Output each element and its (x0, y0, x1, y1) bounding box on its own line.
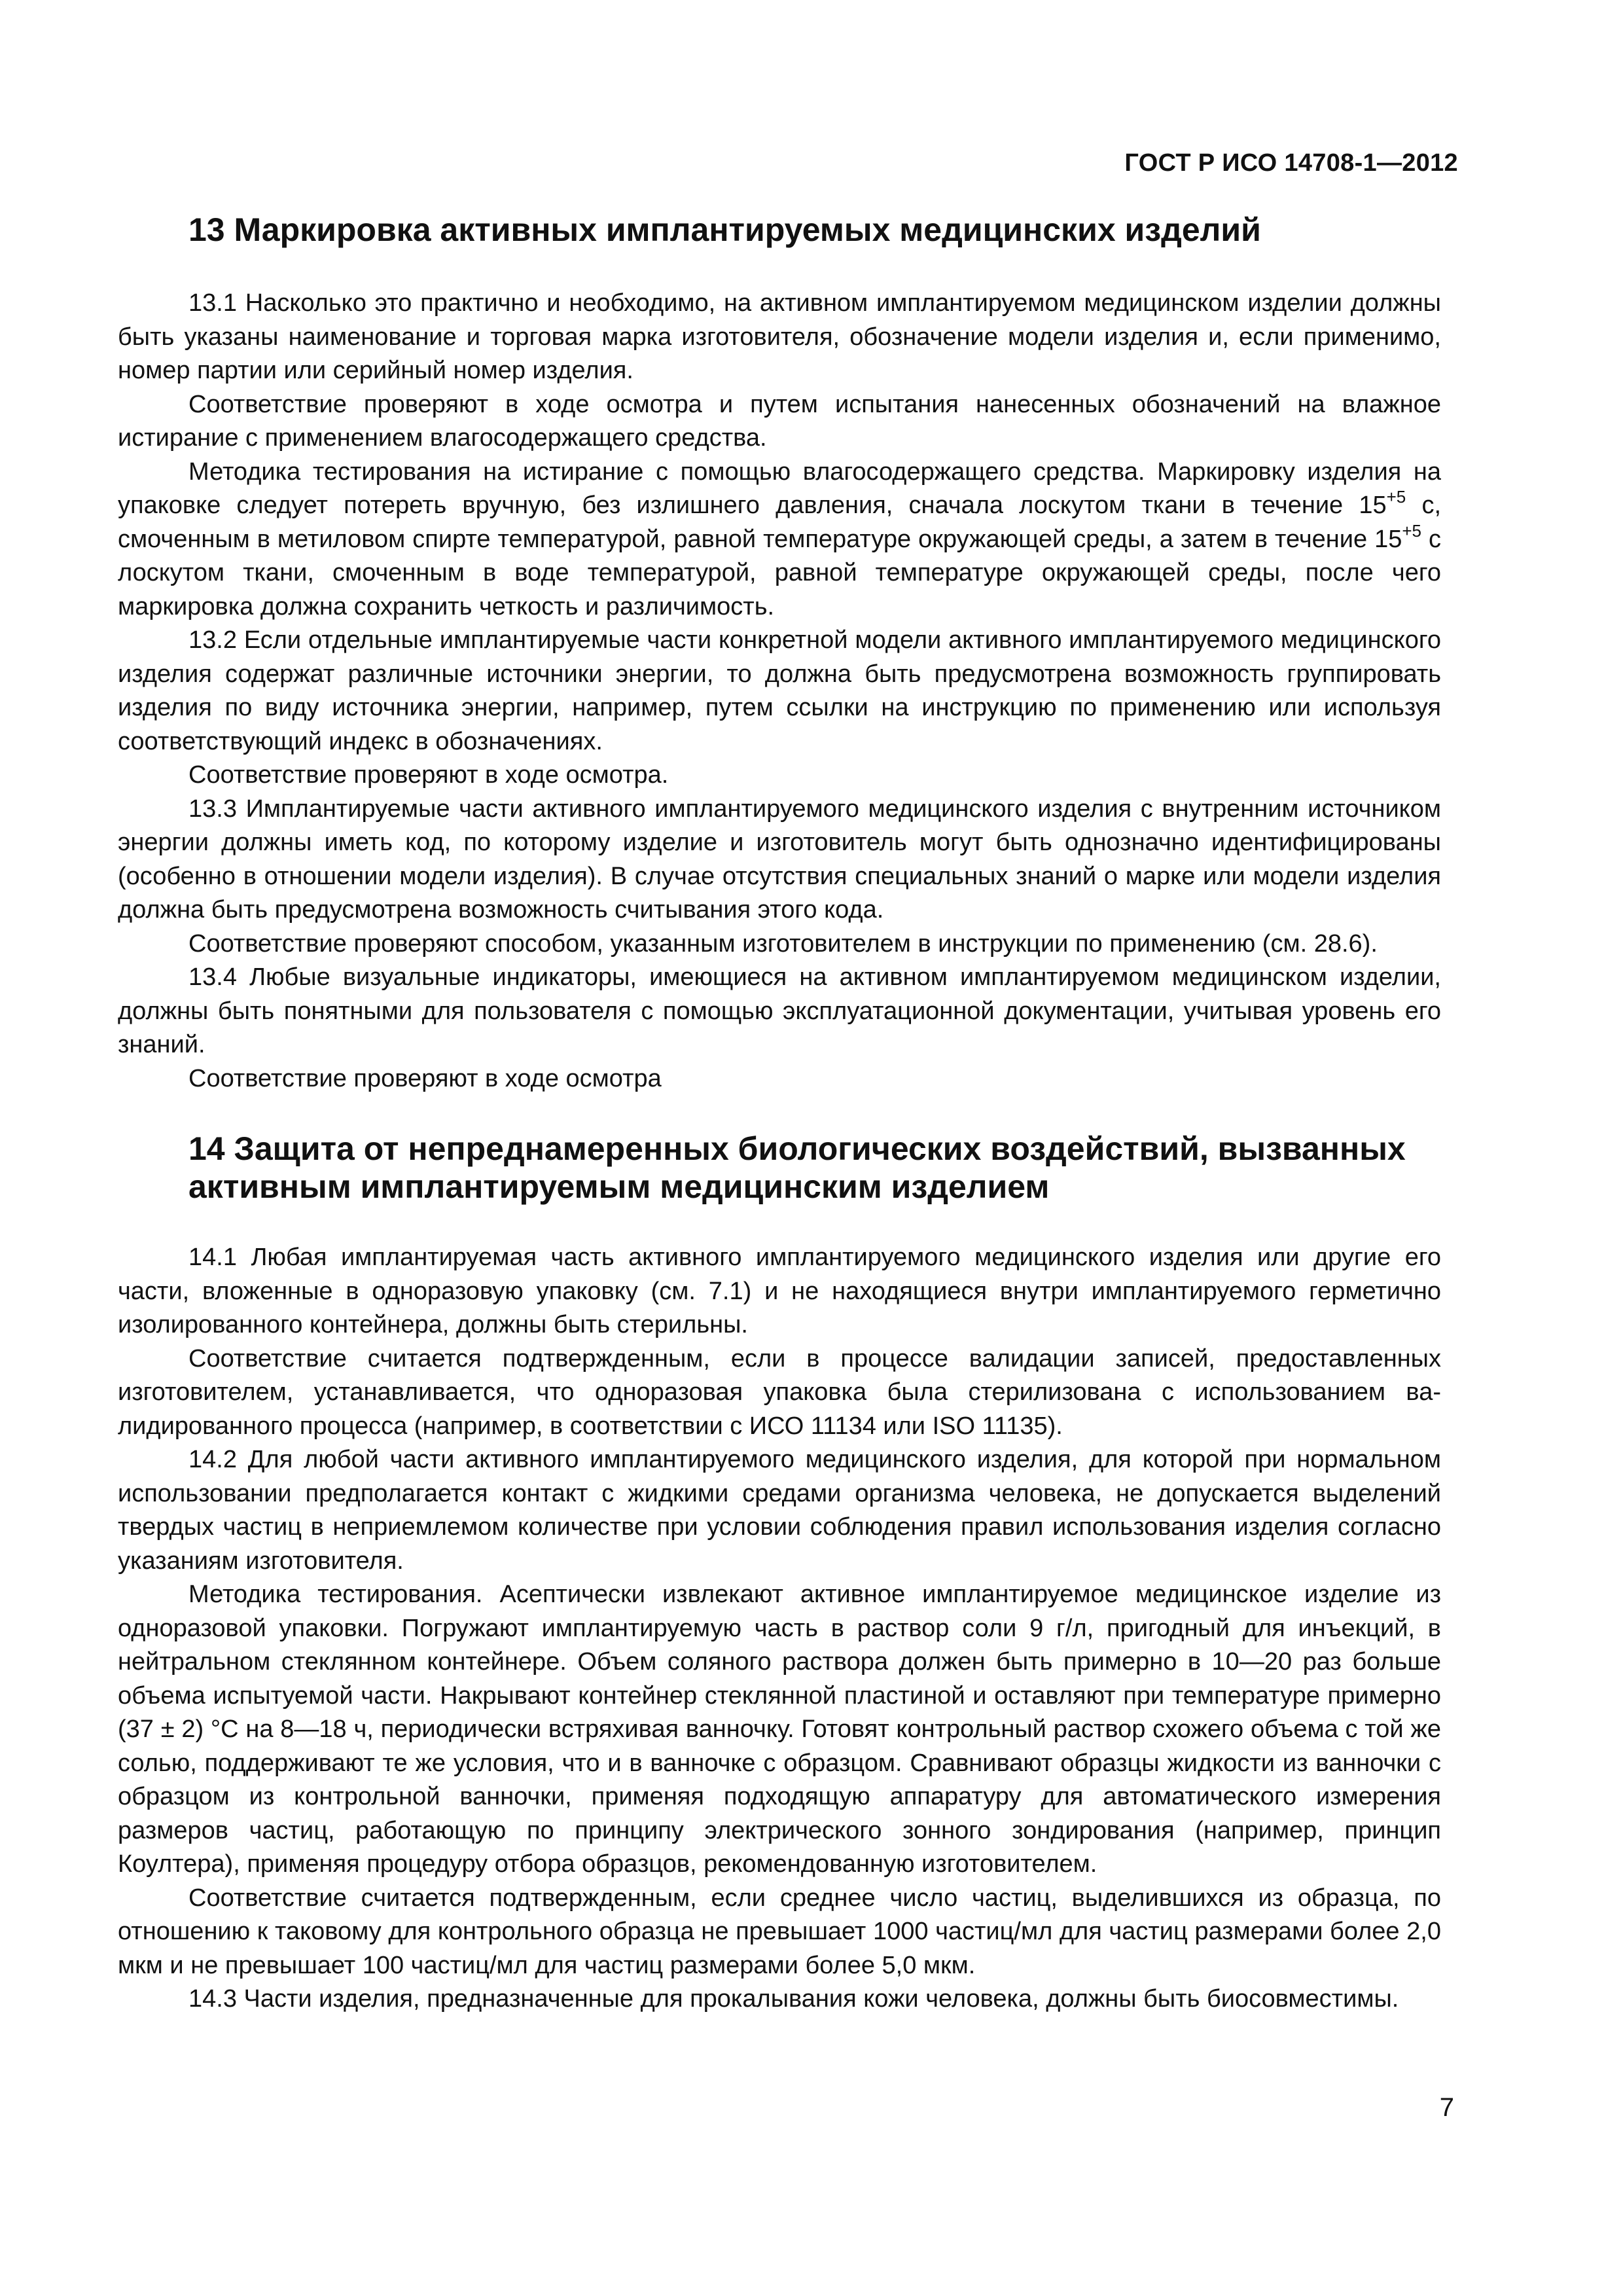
paragraph-13-1: 13.1 Насколько это практично и необходимо, на активном имплантируемом медицинском изделии должны быть указаны наименование и торговая марка изготовителя, обозначение модели изделия и, если применимо, номер партии или серийный номер изделия. (118, 289, 1441, 384)
paragraph-13-1-compliance: Соответствие проверяют в ходе осмотра и путем испытания нанесенных обозначений на влажное истирание с применением влагосодержащего средства. (118, 390, 1441, 452)
paragraph-14-3: 14.3 Части изделия, предназначенные для прокалывания кожи человека, должны быть биосовместимы. (188, 1985, 1399, 2013)
paragraph-13-2-compliance: Соответствие проверяют в ходе осмотра. (188, 761, 669, 789)
page-content (118, 211, 1441, 2017)
paragraph-13-2: 13.2 Если отдельные имплантируемые части конкретной модели активного имплантируемого медицинского изделия содержат различные источники энергии, то должна быть предусмотрена возможность группировать изделия по виду источника энергии, например, путем ссылки на инструкцию по применению или используя соответствующий индекс в обозначениях. (118, 626, 1441, 755)
paragraph-14-2-compliance: Соответствие считается подтвержденным, если среднее число частиц, выделившихся из образца, по отношению к таковому для контрольного образца не превышает 1000 частиц/мл для частиц размерами более 2,0 мкм и не превышает 100 частиц/мл для частиц размерами более 5,0 мкм. (118, 1884, 1441, 1979)
document-code: ГОСТ Р ИСО 14708-1—2012 (1124, 149, 1458, 177)
time-tolerance-superscript: +5 (1386, 487, 1406, 507)
page-number: 7 (1439, 2093, 1454, 2122)
section-14-title: 14 Защита от непреднамеренных биологических воздействий, вызванных активным имплантируемым медицинским изделием (188, 1130, 1406, 1205)
paragraph-13-3-compliance: Соответствие проверяют способом, указанным изготовителем в инструкции по применению (см. 28.6). (188, 929, 1378, 958)
paragraph-13-4: 13.4 Любые визуальные индикаторы, имеющиеся на активном имплантируемом медицинском изделии, должны быть понятными для пользователя с помощью эксплуатационной документации, учитывая уровень его знаний. (118, 963, 1441, 1058)
time-tolerance-superscript: +5 (1402, 520, 1422, 541)
paragraph-13-4-compliance: Соответствие проверяют в ходе осмотра (188, 1064, 662, 1092)
section-13-title: 13 Маркировка активных имплантируемых медицинских изделий (188, 211, 1261, 248)
paragraph-14-2: 14.2 Для любой части активного имплантируемого медицинского изделия, для которой при нормальном использовании предполагается контакт с жидкими средами организма человека, не допускается выделений твердых частиц в неприемлемом количестве при условии соблюдения правил использования изделия согласно указаниям изготовителя. (118, 1446, 1441, 1575)
paragraph-13-3: 13.3 Имплантируемые части активного имплантируемого медицинского изделия с внутренним источником энергии должны иметь код, по которому изделие и изготовитель могут быть однозначно идентифицированы (особенно в отношении модели изделия). В случае отсутствия специальных знаний о марке или модели изделия должна быть предусмотрена возможность считывания этого кода. (118, 795, 1441, 924)
paragraph-14-1: 14.1 Любая имплантируемая часть активного имплантируемого медицинского изделия или другие его части, вложенные в одноразовую упаковку (см. 7.1) и не находящиеся внутри имплантируемого герметично изолированного контейнера, должны быть стерильны. (118, 1244, 1441, 1338)
paragraph-13-1-test-method (118, 456, 1441, 624)
paragraph-14-1-compliance: Соответствие считается подтвержденным, если в процессе валидации записей, предоставленных изготовителем, устанавливается, что одноразовая упаковка была стерилизована с использованием валидированного процесса (например, в соответствии с ИСО 11134 или ISO 11135). (118, 1344, 1441, 1440)
paragraph-14-2-test-method: Методика тестирования. Асептически извлекают активное имплантируемое медицинское изделие из одноразовой упаковки. Погружают имплантируемую часть в раствор соли 9 г/л, пригодный для инъекций, в нейтральном стеклянном контейнере. Объем соляного раствора должен быть примерно в 10—20 раз больше объема испытуемой части. Накрывают контейнер стеклянной пластиной и оставляют при температуре примерно (37 ± 2) °С на 8—18 ч, периодически встряхивая ванночку. Готовят контрольный раствор схожего объема с той же солью, поддерживают те же условия, что и в ванночке с образцом. Сравнивают образцы жидкости из ванночки с образцом из контрольной ванночки, применяя подходящую аппаратуру для автоматического измерения размеров частиц, работающую по принципу электрического зонного зондирования (например, принцип Коултера), применяя процедуру отбора образцов, рекомендованную изготовителем. (118, 1581, 1441, 1878)
test-method-text-part-1: Методика тестирования на истирание с помощью влагосодержащего средства. Маркировку изделия на упаковке следует потереть вручную, без излишнего давления, сначала лоскутом ткани в течение 15 (118, 457, 1441, 519)
test-method-text-part-3: с лоскутом ткани, смоченным в воде температурой, равной температуре окружающей среды, после чего маркировка должна сохранить четкость и различимость. (118, 525, 1442, 620)
test-method-text-part-2: с, смоченным в метиловом спирте температурой, равной температуре окружающей среды, а затем в течение 15 (118, 492, 1441, 553)
